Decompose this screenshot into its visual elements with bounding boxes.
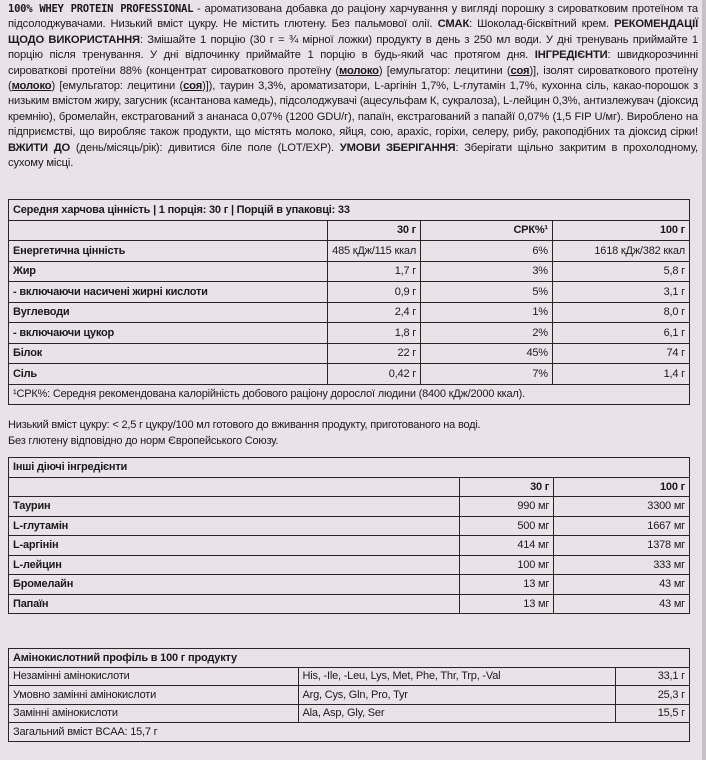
table-row: Енергетична цінність 485 кДж/115 ккал 6% 1618 кДж/382 ккал [9,241,690,262]
best-before-label: ВЖИТИ ДО [8,141,71,154]
table-row: Умовно замінні амінокислоти Arg, Cys, Gln, Pro, Tyr 25,3 г [9,686,690,705]
table-row: L-лейцин 100 мг 333 мг [9,555,690,575]
active-ingredients-table [8,457,690,614]
amino-caption: Амінокислотний профіль в 100 г продукту [9,649,690,668]
table-row: Таурин 990 мг 3300 мг [9,497,690,517]
table-row: Папаїн 13 мг 43 мг [9,594,690,614]
table-header: СРК%¹ [421,220,553,241]
table-row: Вуглеводи 2,4 г 1% 8,0 г [9,302,690,323]
sugar-note: Низький вміст цукру: < 2,5 г цукру/100 мл готового до вживання продукту, приготованого на воді. [8,419,481,431]
table-header [9,477,460,497]
table-header: 100 г [554,477,690,497]
table-row: Незамінні амінокислоти His, -Ile, -Leu, Lys, Met, Phe, Thr, Trp, -Val 33,1 г [9,667,690,686]
rda-footnote: ¹СРК%: Середня рекомендована калорійність добового раціону дорослої людини (8400 кДж/2000 ккал). [9,384,690,405]
table-header: 30 г [460,477,554,497]
package-edge [702,0,706,760]
table-row: L-аргінін 414 мг 1378 мг [9,536,690,556]
allergen-soy: соя [183,80,203,93]
allergen-milk: молоко [11,80,52,93]
table-row: Бромелайн 13 мг 43 мг [9,575,690,595]
table-row: - включаючи насичені жирні кислоти 0,9 г 5% 3,1 г [9,282,690,303]
amino-profile-table [8,648,690,742]
gluten-note: Без глютену відповідно до норм Європейського Союзу. [8,435,279,447]
table-header: 100 г [552,220,689,241]
ingredients-label: ІНГРЕДІЄНТИ [534,49,608,62]
table-row: Жир 1,7 г 3% 5,8 г [9,261,690,282]
bcaa-total: Загальний вміст BCAA: 15,7 г [9,723,690,742]
table-row: Білок 22 г 45% 74 г [9,343,690,364]
table-header [9,220,328,241]
product-description: 100% WHEY PROTEIN PROFESSIONAL - ароматизована добавка до раціону харчування у вигляді порошку з сироватковим протеїном та підсолоджувачами. Низький вміст цукру. Не містить глютену. Без пальмової олії. СМАК: Шоколад-бісквітний крем. РЕКОМЕНДАЦІЇ ЩОДО ВИКОРИСТАННЯ: Змішайте 1 порцію (30 г = ¾ мірної ложки) продукту в день з 250 мл води. У дні тренувань приймайте 1 порцію після тренування. У дні відпочинку приймайте 1 порцію в будь-який час протягом дня. ІНГРЕДІЄНТИ: швидкорозчинні сироваткові протеїни 88% (концентрат сироваткового протеїну (молоко) [емульгатор: лецитини (соя)], ізолят сироваткового протеїну (молоко) [емульгатор: лецитини (соя)]), таурин 3,3%, ароматизатори, L-аргінін 1,7%, L-глутамін 1,7%, кухонна сіль, какао-порошок з низьким вмістом жиру, загусник (ксантанова камедь), підсолоджувачі (ацесульфам К, сукралоза), L-лейцин 0,3%, антизлежувач (діоксид кремнію), бромелайн, екстрагований з ананаса 0,07% (1200 GDU/г), папаїн, екстрагований з папайї 0,07% (1,5 FIP U/мг). Вироблено на підприємстві, що виробляє також продукти, що містять молоко, яйця, сою, арахіс, горіхи, селеру, рибу, ракоподібних та діоксид сірки! ВЖИТИ ДО (день/місяць/рік): дивитися біле поле (LOT/EXP). УМОВИ ЗБЕРІГАННЯ: Зберігати щільно закритим в прохолодному, сухому місці. [8,3,699,170]
nutrition-table [8,199,690,405]
usage-label: РЕКОМЕНДАЦІЇ ЩОДО ВИКОРИСТАННЯ [8,18,699,46]
product-title: 100% WHEY PROTEIN PROFESSIONAL [8,3,194,15]
taste-label: СМАК [437,18,470,31]
table-row: Замінні амінокислоти Ala, Asp, Gly, Ser 15,5 г [9,704,690,723]
nutrition-caption: Середня харчова цінність | 1 порція: 30 г | Порцій в упаковці: 33 [9,200,690,221]
allergen-soy: соя [510,64,530,77]
table-row: L-глутамін 500 мг 1667 мг [9,516,690,536]
storage-label: УМОВИ ЗБЕРІГАННЯ [339,141,456,154]
allergen-milk: молоко [338,64,379,77]
table-row: Сіль 0,42 г 7% 1,4 г [9,364,690,385]
active-caption: Інші діючі інгредієнти [9,458,690,478]
table-header: 30 г [328,220,421,241]
table-row: - включаючи цукор 1,8 г 2% 6,1 г [9,323,690,344]
